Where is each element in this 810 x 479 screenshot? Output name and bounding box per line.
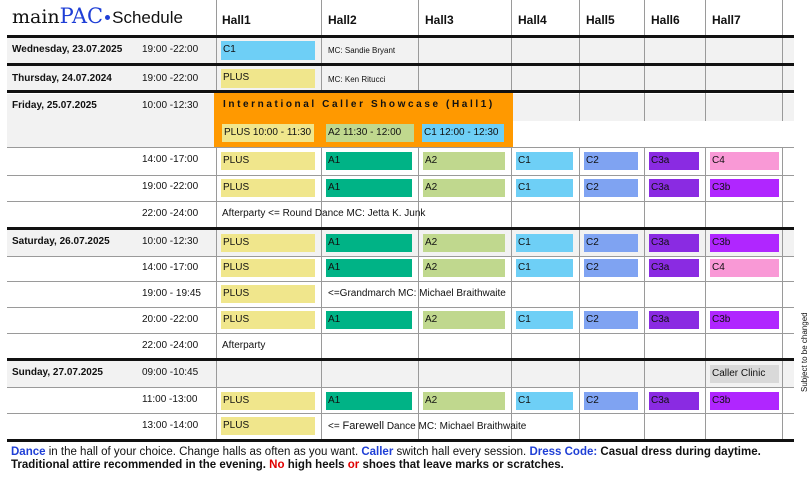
session-c3b: C3b bbox=[710, 234, 779, 252]
footer-or: or bbox=[347, 459, 360, 471]
time-slot: 11:00 -13:00 bbox=[142, 394, 198, 405]
grid-line bbox=[7, 413, 794, 414]
grid-thick-line bbox=[7, 35, 794, 38]
grid-vline bbox=[782, 0, 783, 440]
session-c2: C2 bbox=[584, 152, 638, 170]
time-slot: 19:00 -22:00 bbox=[142, 73, 199, 84]
title-pac: PAC bbox=[59, 4, 104, 28]
grid-line bbox=[7, 333, 794, 334]
afterparty-note: Afterparty bbox=[222, 340, 266, 351]
grid-vline bbox=[216, 0, 217, 440]
grid-line bbox=[7, 387, 794, 388]
session-c3a: C3a bbox=[649, 392, 699, 410]
session-c3a: C3a bbox=[649, 179, 699, 197]
farewell-word: Farewell bbox=[342, 420, 385, 432]
session-a1: A1 bbox=[326, 152, 412, 170]
session-a2: A2 bbox=[423, 259, 505, 277]
time-slot: 10:00 -12:30 bbox=[142, 236, 199, 247]
session-a2: A2 bbox=[423, 152, 505, 170]
footer-text bbox=[11, 446, 796, 472]
footer-text-2: switch hall every session. bbox=[393, 446, 530, 458]
day-wednesday: Wednesday, 23.07.2025 bbox=[12, 44, 123, 55]
grid-vline bbox=[511, 0, 512, 440]
afterparty-note: Afterparty <= Round Dance MC: Jetta K. Junk bbox=[222, 208, 426, 219]
session-c3b: C3b bbox=[710, 179, 779, 197]
session-c1: C1 bbox=[516, 179, 573, 197]
footer-text-5: shoes that leave marks or scratches. bbox=[359, 459, 564, 471]
session-plus: PLUS bbox=[221, 179, 315, 197]
grid-line bbox=[7, 147, 794, 148]
session-c4: C4 bbox=[710, 152, 779, 170]
session-plus: PLUS bbox=[221, 285, 315, 303]
time-slot: 22:00 -24:00 bbox=[142, 340, 199, 351]
session-a1: A1 bbox=[326, 179, 412, 197]
session-c3b: C3b bbox=[710, 392, 779, 410]
session-a1: A1 bbox=[326, 234, 412, 252]
header-hall2: Hall2 bbox=[328, 13, 357, 27]
day-saturday: Saturday, 26.07.2025 bbox=[12, 236, 110, 247]
header-hall1: Hall1 bbox=[222, 13, 251, 27]
grid-thick-line bbox=[7, 227, 794, 230]
band-wednesday bbox=[7, 38, 794, 63]
session-a2: A2 bbox=[423, 179, 505, 197]
farewell-note bbox=[328, 419, 526, 434]
session-c1: C1 bbox=[516, 392, 573, 410]
time-slot: 19:00 -22:00 bbox=[142, 181, 199, 192]
session-a2: A2 bbox=[423, 234, 505, 252]
showcase-title: International Caller Showcase (Hall1) bbox=[223, 99, 495, 110]
session-c2: C2 bbox=[584, 311, 638, 329]
footer-text-4: high heels bbox=[284, 459, 348, 471]
session-plus: PLUS bbox=[221, 152, 315, 170]
session-c1: C1 bbox=[516, 152, 573, 170]
time-slot: 09:00 -10:45 bbox=[142, 367, 199, 378]
page-title bbox=[12, 4, 183, 30]
grid-line bbox=[7, 256, 794, 257]
grid-vline bbox=[705, 0, 706, 440]
farewell-arrow: <= bbox=[328, 421, 343, 432]
time-slot: 19:00 - 19:45 bbox=[142, 288, 201, 299]
band-thursday bbox=[7, 66, 794, 90]
header-hall4: Hall4 bbox=[518, 13, 547, 27]
grid-line bbox=[7, 175, 794, 176]
showcase-blank bbox=[513, 121, 794, 147]
showcase-c1: C1 12:00 - 12:30 bbox=[422, 124, 504, 142]
session-plus: PLUS bbox=[221, 311, 315, 329]
session-a1: A1 bbox=[326, 392, 412, 410]
time-slot: 10:00 -12:30 bbox=[142, 100, 199, 111]
day-sunday: Sunday, 27.07.2025 bbox=[12, 367, 103, 378]
showcase-a2: A2 11:30 - 12:00 bbox=[326, 124, 414, 142]
time-slot: 19:00 -22:00 bbox=[142, 44, 199, 55]
session-plus: PLUS bbox=[221, 417, 315, 435]
session-c3a: C3a bbox=[649, 234, 699, 252]
session-c1: C1 bbox=[516, 259, 573, 277]
session-plus: PLUS bbox=[221, 234, 315, 252]
mc-note: MC: Ken Ritucci bbox=[328, 75, 386, 84]
time-slot: 14:00 -17:00 bbox=[142, 154, 199, 165]
time-slot: 14:00 -17:00 bbox=[142, 262, 199, 273]
grid-vline bbox=[579, 0, 580, 440]
session-c3a: C3a bbox=[649, 259, 699, 277]
title-main: main bbox=[12, 6, 60, 28]
session-a2: A2 bbox=[423, 392, 505, 410]
header-hall3: Hall3 bbox=[425, 13, 454, 27]
session-c3a: C3a bbox=[649, 152, 699, 170]
grid-thick-line bbox=[7, 63, 794, 66]
session-c1: C1 bbox=[516, 234, 573, 252]
session-a2: A2 bbox=[423, 311, 505, 329]
header-hall6: Hall6 bbox=[651, 13, 680, 27]
session-plus: PLUS bbox=[221, 259, 315, 277]
side-note: Subject to be changed bbox=[800, 312, 809, 392]
day-thursday: Thursday, 24.07.2024 bbox=[12, 73, 112, 84]
time-slot: 20:00 -22:00 bbox=[142, 314, 199, 325]
session-c2: C2 bbox=[584, 392, 638, 410]
day-friday: Friday, 25.07.2025 bbox=[12, 100, 97, 111]
session-plus: PLUS bbox=[221, 392, 315, 410]
session-c1: C1 bbox=[221, 41, 315, 60]
footer-caller: Caller bbox=[361, 446, 394, 458]
footer-text-3: Casual dress during daytime. Traditional attire recommended in the evening. bbox=[11, 446, 761, 471]
grid-thick-line bbox=[7, 439, 794, 442]
header-hall7: Hall7 bbox=[712, 13, 741, 27]
session-c2: C2 bbox=[584, 179, 638, 197]
session-c1: C1 bbox=[516, 311, 573, 329]
grid-line bbox=[7, 307, 794, 308]
band-sunday bbox=[7, 361, 794, 387]
session-a1: A1 bbox=[326, 259, 412, 277]
time-slot: 13:00 -14:00 bbox=[142, 420, 199, 431]
footer-dance: Dance bbox=[11, 446, 46, 458]
session-caller-clinic: Caller Clinic bbox=[710, 365, 779, 383]
footer-text-1: in the hall of your choice. Change halls as often as you want. bbox=[45, 446, 362, 458]
session-a1: A1 bbox=[326, 311, 412, 329]
session-c2: C2 bbox=[584, 234, 638, 252]
grid-line bbox=[7, 281, 794, 282]
session-c3a: C3a bbox=[649, 311, 699, 329]
time-slot: 22:00 -24:00 bbox=[142, 208, 199, 219]
session-c3b: C3b bbox=[710, 311, 779, 329]
session-plus: PLUS bbox=[221, 69, 315, 88]
mc-note: MC: Sandie Bryant bbox=[328, 46, 396, 55]
grid-vline bbox=[644, 0, 645, 440]
header-hall5: Hall5 bbox=[586, 13, 615, 27]
title-schedule: Schedule bbox=[112, 8, 183, 27]
session-c2: C2 bbox=[584, 259, 638, 277]
footer-dresscode: Dress Code: bbox=[529, 446, 598, 458]
grid-line bbox=[7, 201, 794, 202]
title-dot bbox=[105, 15, 110, 20]
farewell-rest: Dance MC: Michael Braithwaite bbox=[384, 421, 527, 432]
session-c4: C4 bbox=[710, 259, 779, 277]
grid-thick-line bbox=[7, 358, 794, 361]
showcase-plus: PLUS 10:00 - 11:30 bbox=[222, 124, 314, 142]
grandmarch-note: <=Grandmarch MC: Michael Braithwaite bbox=[328, 288, 506, 299]
footer-no: No bbox=[269, 459, 285, 471]
